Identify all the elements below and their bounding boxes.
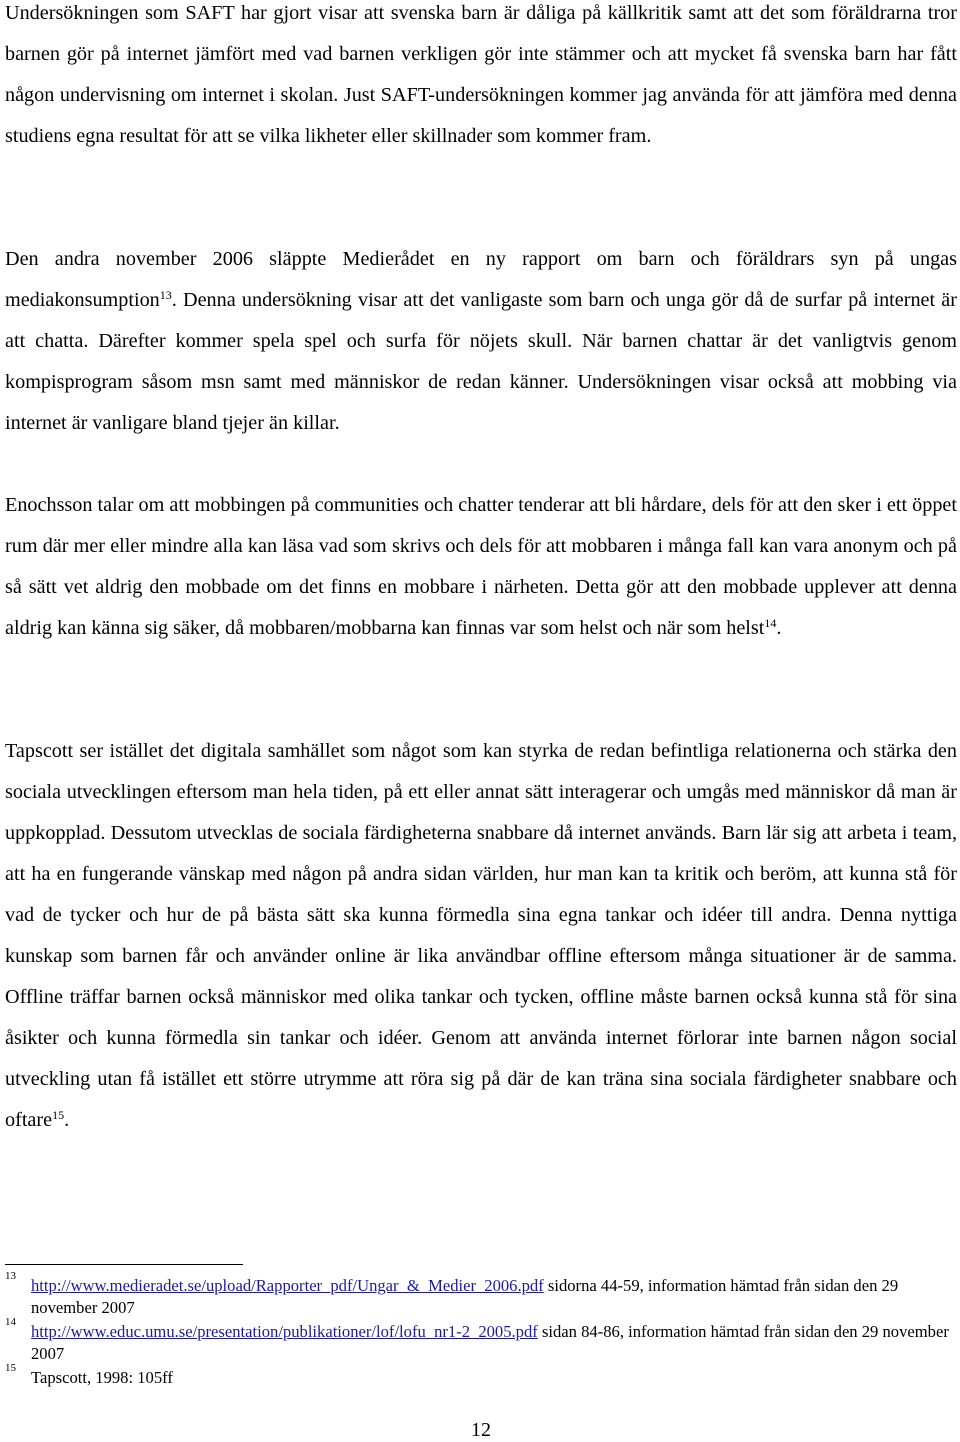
footnote-text: Tapscott, 1998: 105ff xyxy=(31,1368,173,1387)
paragraph-text: . xyxy=(776,617,782,639)
footnote-text: sidorna 44-59, information hämtad från sidan den 29 november 2007 xyxy=(31,1276,899,1317)
paragraph-medieradet xyxy=(5,239,957,444)
footnote-body xyxy=(31,1275,951,1319)
paragraph-text: . Denna undersökning visar att det vanligaste som barn och unga gör då de surfar på internet är att chatta. Därefter kommer spela spel och surfa för nöjets skull. När barnen chattar är det vanligtvis genom kompisprogram såsom msn samt med människor de redan känner. Undersökningen visar också att mobbing via internet är vanligare bland tjejer än killar. xyxy=(5,289,957,434)
paragraph-text: Tapscott ser istället det digitala samhället som något som kan styrka de redan befintliga relationerna och stärka den sociala utvecklingen eftersom man hela tiden, på ett eller annat sätt interagerar och umgås med människor då man är uppkopplad. Dessutom utvecklas de sociala färdigheterna snabbare då internet används. Barn lär sig att arbeta i team, att ha en fungerande vänskap med någon på andra sidan världen, hur man kan ta kritik och beröm, att kunna stå för vad de tycker och hur de på bästa sätt ska kunna förmedla sina egna tankar och idéer till andra. Denna nyttiga kunskap som barnen får och använder online är lika användbar offline eftersom många situationer är de samma. Offline träffar barnen också människor med olika tankar och tycken, offline måste barnen också kunna stå för sina åsikter och kunna förmedla sin tankar och idéer. Genom att använda internet förlorar inte barnen någon social utveckling utan få istället ett större utrymme att röra sig på där de kan träna sina sociala färdigheter snabbare och oftare xyxy=(5,740,957,1131)
footnote-ref-14[interactable]: 14 xyxy=(764,616,777,630)
footnote-separator xyxy=(5,1264,243,1265)
paragraph-text: Enochsson talar om att mobbingen på communities och chatter tenderar att bli hårdare, dels för att den sker i ett öppet rum där mer eller mindre alla kan läsa vad som skrivs och dels för att mobbaren i många fall kan vara anonym och på så sätt vet aldrig den mobbade om det finns en mobbare i närheten. Detta gör att den mobbade upplever att denna aldrig kan känna sig säker, då mobbaren/mobbarna kan finnas var som helst och när som helst xyxy=(5,494,957,639)
footnote-link[interactable]: http://www.medieradet.se/upload/Rapporter_pdf/Ungar_&_Medier_2006.pdf xyxy=(31,1276,544,1295)
paragraph-text: Den andra november 2006 släppte Medierådet en ny rapport om barn och föräldrars syn på ungas mediakonsumption xyxy=(5,248,957,311)
footnote-number: 14 xyxy=(5,1316,16,1328)
document-page xyxy=(5,0,957,1440)
paragraph-text: . xyxy=(64,1109,70,1131)
paragraph-saft xyxy=(5,0,957,157)
paragraph-text: Undersökningen som SAFT har gjort visar att svenska barn är dåliga på källkritik samt att det som föräldrarna tror barnen gör på internet jämfört med vad barnen verkligen gör inte stämmer och att mycket få svenska barn har fått någon undervisning om internet i skolan. Just SAFT-undersökningen kommer jag använda för att jämföra med denna studiens egna resultat för att se vilka likheter eller skillnader som kommer fram. xyxy=(5,2,957,147)
footnote-ref-15[interactable]: 15 xyxy=(52,1108,65,1122)
page-number: 12 xyxy=(471,1419,491,1441)
footnote-number: 13 xyxy=(5,1270,16,1282)
footnote-link[interactable]: http://www.educ.umu.se/presentation/publikationer/lof/lofu_nr1-2_2005.pdf xyxy=(31,1322,538,1341)
footnote-body xyxy=(31,1367,951,1389)
paragraph-tapscott xyxy=(5,731,957,1141)
footnote-body xyxy=(31,1321,951,1365)
footnote-text: sidan 84-86, information hämtad från sidan den 29 november 2007 xyxy=(31,1322,949,1363)
paragraph-enochsson xyxy=(5,485,957,649)
footnote-ref-13[interactable]: 13 xyxy=(159,288,172,302)
footnote-number: 15 xyxy=(5,1362,16,1374)
